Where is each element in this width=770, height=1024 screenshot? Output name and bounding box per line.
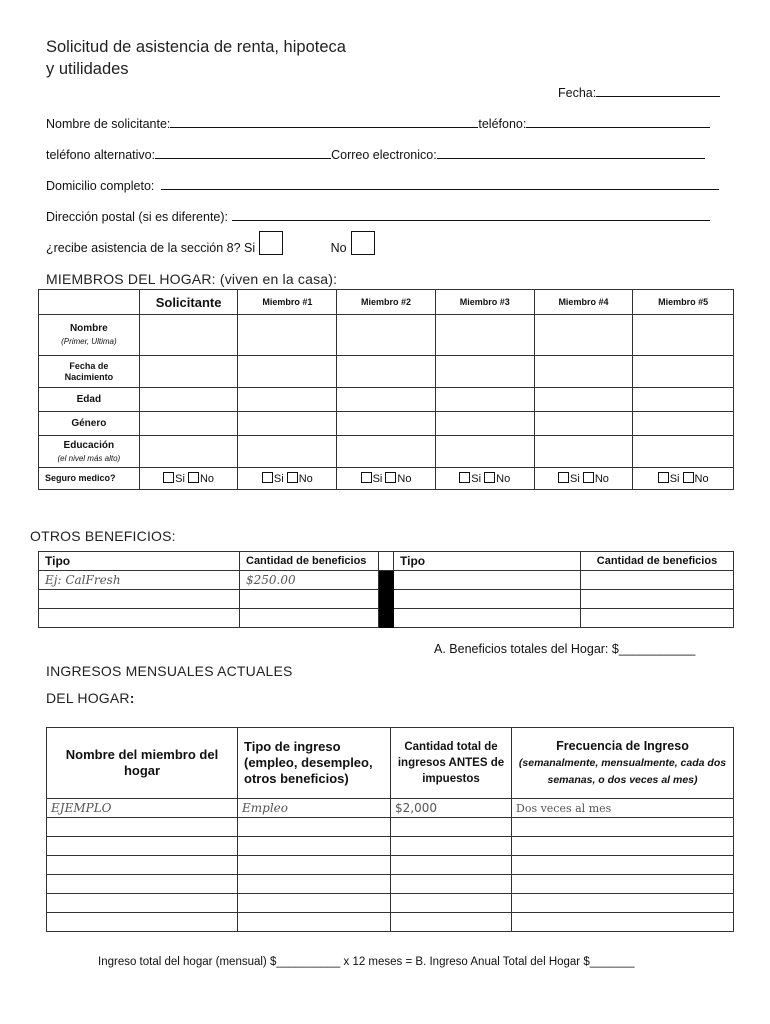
seguro-cell: Si No bbox=[534, 468, 633, 490]
page-title bbox=[46, 36, 346, 80]
cell[interactable] bbox=[238, 837, 391, 856]
telefono-label: teléfono: bbox=[478, 117, 527, 131]
row-label-nombre: Nombre (Primer, Ultima) bbox=[39, 315, 140, 356]
cell[interactable] bbox=[633, 388, 734, 412]
seguro-cell: Si No bbox=[337, 468, 436, 490]
si-checkbox[interactable] bbox=[262, 472, 273, 483]
domicilio-row bbox=[46, 177, 738, 193]
cell[interactable] bbox=[337, 356, 436, 388]
cell[interactable] bbox=[633, 412, 734, 436]
cell[interactable] bbox=[337, 315, 436, 356]
separator-cell bbox=[379, 552, 394, 571]
benefits-table bbox=[38, 551, 734, 628]
cell[interactable] bbox=[633, 356, 734, 388]
col-cantidad-total: Cantidad total de ingresos ANTES de impuestos bbox=[391, 728, 512, 799]
cell[interactable] bbox=[512, 818, 734, 837]
cell[interactable] bbox=[512, 856, 734, 875]
nombre-label: Nombre de solicitante: bbox=[46, 117, 171, 131]
cell[interactable] bbox=[47, 875, 238, 894]
cell[interactable] bbox=[534, 315, 633, 356]
annual-income-line: Ingreso total del hogar (mensual) $__________ x 12 meses = B. Ingreso Anual Total del Hogar $_______ bbox=[98, 956, 635, 968]
cell[interactable] bbox=[435, 412, 534, 436]
income-row bbox=[47, 799, 734, 818]
cell[interactable] bbox=[633, 436, 734, 468]
col-miembro-3: Miembro #3 bbox=[435, 290, 534, 315]
row-label-edad: Edad bbox=[39, 388, 140, 412]
seccion8-label: ¿recibe asistencia de la sección 8? Si bbox=[46, 241, 256, 255]
cell[interactable] bbox=[238, 388, 337, 412]
cell[interactable] bbox=[39, 590, 240, 609]
no-checkbox[interactable] bbox=[287, 472, 298, 483]
income-row bbox=[47, 856, 734, 875]
income-header-row bbox=[47, 728, 734, 799]
income-heading-1: INGRESOS MENSUALES ACTUALES bbox=[46, 663, 293, 679]
members-table bbox=[38, 289, 734, 490]
fecha-label: Fecha: bbox=[558, 86, 597, 100]
cell[interactable] bbox=[238, 315, 337, 356]
seguro-cell: Si No bbox=[435, 468, 534, 490]
cell[interactable] bbox=[512, 913, 734, 932]
row-edad bbox=[39, 388, 734, 412]
fecha-row bbox=[558, 84, 720, 100]
cell[interactable] bbox=[238, 856, 391, 875]
col-frecuencia: Frecuencia de Ingreso (semanalmente, mensualmente, cada dos semanas, o dos veces al mes) bbox=[512, 728, 734, 799]
cell[interactable] bbox=[47, 913, 238, 932]
separator-block bbox=[379, 571, 394, 590]
income-row bbox=[47, 913, 734, 932]
no-checkbox[interactable] bbox=[683, 472, 694, 483]
example-tipo: Empleo bbox=[238, 799, 391, 818]
cell[interactable] bbox=[240, 609, 379, 628]
cell[interactable] bbox=[512, 894, 734, 913]
cell[interactable] bbox=[238, 356, 337, 388]
postal-label: Dirección postal (si es diferente): bbox=[46, 210, 229, 224]
seccion8-no-label: No bbox=[330, 241, 347, 255]
income-table bbox=[46, 727, 734, 932]
seccion8-no-checkbox[interactable] bbox=[351, 231, 375, 255]
cell[interactable] bbox=[394, 590, 581, 609]
postal-row bbox=[46, 208, 738, 224]
col-tipo-1: Tipo bbox=[39, 552, 240, 571]
domicilio-field[interactable] bbox=[161, 177, 719, 190]
members-header-row bbox=[39, 290, 734, 315]
cell[interactable] bbox=[391, 837, 512, 856]
cell[interactable] bbox=[581, 609, 734, 628]
correo-field[interactable] bbox=[437, 146, 705, 159]
seguro-cell: Si No bbox=[139, 468, 238, 490]
telefono-alt-row bbox=[46, 146, 738, 162]
seguro-cell: Si No bbox=[238, 468, 337, 490]
cell[interactable] bbox=[391, 913, 512, 932]
cell[interactable] bbox=[337, 388, 436, 412]
si-checkbox[interactable] bbox=[558, 472, 569, 483]
cell[interactable] bbox=[47, 837, 238, 856]
income-row bbox=[47, 894, 734, 913]
example-cantidad: $250.00 bbox=[240, 571, 379, 590]
separator-block bbox=[379, 609, 394, 628]
cell[interactable] bbox=[238, 818, 391, 837]
cell[interactable] bbox=[139, 388, 238, 412]
cell[interactable] bbox=[435, 315, 534, 356]
col-cantidad-1: Cantidad de beneficios bbox=[240, 552, 379, 571]
col-tipo-ingreso: Tipo de ingreso (empleo, desempleo, otros beneficios) bbox=[238, 728, 391, 799]
example-cantidad: $2,000 bbox=[391, 799, 512, 818]
cell[interactable] bbox=[394, 571, 581, 590]
no-checkbox[interactable] bbox=[385, 472, 396, 483]
title-line-1: Solicitud de asistencia de renta, hipoteca bbox=[46, 38, 346, 56]
cell[interactable] bbox=[238, 436, 337, 468]
si-checkbox[interactable] bbox=[658, 472, 669, 483]
cell[interactable] bbox=[39, 609, 240, 628]
seguro-cell: Si No bbox=[633, 468, 734, 490]
cell[interactable] bbox=[139, 412, 238, 436]
row-educacion bbox=[39, 436, 734, 468]
benefits-total: A. Beneficios totales del Hogar: $___________ bbox=[434, 642, 696, 656]
cell[interactable] bbox=[512, 837, 734, 856]
seccion8-si-checkbox[interactable] bbox=[259, 231, 283, 255]
cell[interactable] bbox=[534, 412, 633, 436]
cell[interactable] bbox=[435, 436, 534, 468]
cell[interactable] bbox=[238, 412, 337, 436]
no-checkbox[interactable] bbox=[484, 472, 495, 483]
cell[interactable] bbox=[534, 436, 633, 468]
cell[interactable] bbox=[47, 894, 238, 913]
row-label-educacion: Educación (el nivel más alto) bbox=[39, 436, 140, 468]
cell[interactable] bbox=[534, 356, 633, 388]
income-row bbox=[47, 875, 734, 894]
title-line-2: y utilidades bbox=[46, 60, 129, 78]
row-fecha bbox=[39, 356, 734, 388]
si-checkbox[interactable] bbox=[459, 472, 470, 483]
cell[interactable] bbox=[581, 571, 734, 590]
cell[interactable] bbox=[240, 590, 379, 609]
col-miembro-5: Miembro #5 bbox=[633, 290, 734, 315]
benefits-header-row bbox=[39, 552, 734, 571]
cell[interactable] bbox=[391, 894, 512, 913]
income-row bbox=[47, 818, 734, 837]
cell[interactable] bbox=[238, 913, 391, 932]
cell[interactable] bbox=[139, 356, 238, 388]
cell[interactable] bbox=[391, 818, 512, 837]
col-nombre-miembro: Nombre del miembro del hogar bbox=[47, 728, 238, 799]
example-frecuencia: Dos veces al mes bbox=[512, 799, 734, 818]
cell[interactable] bbox=[512, 875, 734, 894]
cell[interactable] bbox=[534, 388, 633, 412]
cell[interactable] bbox=[394, 609, 581, 628]
example-tipo: Ej: CalFresh bbox=[39, 571, 240, 590]
cell[interactable] bbox=[238, 894, 391, 913]
members-heading: MIEMBROS DEL HOGAR: (viven en la casa): bbox=[46, 271, 338, 287]
cell[interactable] bbox=[337, 412, 436, 436]
income-heading-2: DEL HOGAR: bbox=[46, 690, 135, 706]
col-miembro-4: Miembro #4 bbox=[534, 290, 633, 315]
cell[interactable] bbox=[47, 818, 238, 837]
correo-label: Correo electronico: bbox=[331, 148, 437, 162]
telefono-alt-label: teléfono alternativo: bbox=[46, 148, 156, 162]
cell[interactable] bbox=[337, 436, 436, 468]
cell[interactable] bbox=[435, 388, 534, 412]
cell[interactable] bbox=[238, 875, 391, 894]
seccion8-row bbox=[46, 231, 375, 255]
row-seguro bbox=[39, 468, 734, 490]
benefits-row bbox=[39, 609, 734, 628]
cell[interactable] bbox=[47, 856, 238, 875]
col-cantidad-2: Cantidad de beneficios bbox=[581, 552, 734, 571]
benefits-row bbox=[39, 571, 734, 590]
no-checkbox[interactable] bbox=[583, 472, 594, 483]
col-miembro-1: Miembro #1 bbox=[238, 290, 337, 315]
cell[interactable] bbox=[139, 315, 238, 356]
nombre-row bbox=[46, 115, 738, 131]
cell[interactable] bbox=[391, 856, 512, 875]
row-label-seguro: Seguro medico? bbox=[39, 468, 140, 490]
cell[interactable] bbox=[581, 590, 734, 609]
cell[interactable] bbox=[435, 356, 534, 388]
postal-field[interactable] bbox=[232, 208, 710, 221]
nombre-field[interactable] bbox=[170, 115, 478, 128]
members-corner-cell bbox=[39, 290, 140, 315]
row-label-genero: Género bbox=[39, 412, 140, 436]
fecha-field[interactable] bbox=[596, 84, 720, 97]
no-checkbox[interactable] bbox=[188, 472, 199, 483]
col-tipo-2: Tipo bbox=[394, 552, 581, 571]
cell[interactable] bbox=[391, 875, 512, 894]
col-miembro-2: Miembro #2 bbox=[337, 290, 436, 315]
cell[interactable] bbox=[139, 436, 238, 468]
row-nombre bbox=[39, 315, 734, 356]
row-label-fecha: Fecha de Nacimiento bbox=[39, 356, 140, 388]
separator-block bbox=[379, 590, 394, 609]
row-genero bbox=[39, 412, 734, 436]
income-row bbox=[47, 837, 734, 856]
telefono-alt-field[interactable] bbox=[155, 146, 331, 159]
benefits-row bbox=[39, 590, 734, 609]
domicilio-label: Domicilio completo: bbox=[46, 179, 155, 193]
si-checkbox[interactable] bbox=[163, 472, 174, 483]
cell[interactable] bbox=[633, 315, 734, 356]
telefono-field[interactable] bbox=[526, 115, 710, 128]
example-nombre: EJEMPLO bbox=[47, 799, 238, 818]
benefits-heading: OTROS BENEFICIOS: bbox=[30, 528, 176, 544]
col-solicitante: Solicitante bbox=[139, 290, 238, 315]
si-checkbox[interactable] bbox=[361, 472, 372, 483]
